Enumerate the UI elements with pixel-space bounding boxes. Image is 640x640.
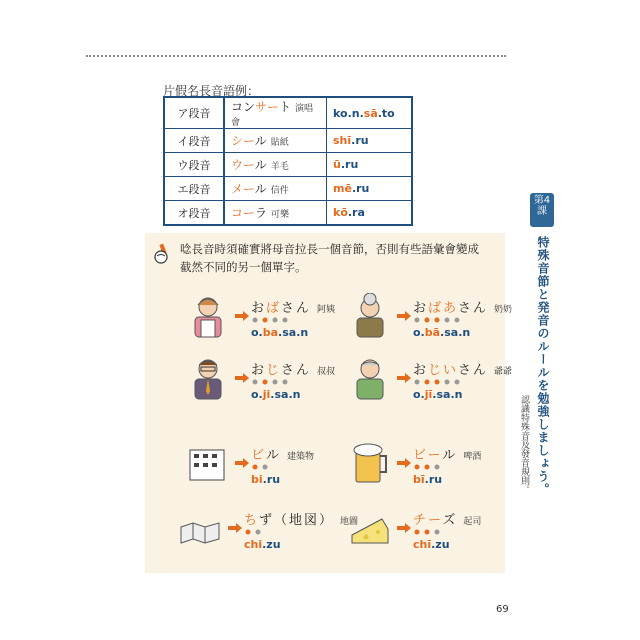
arrow-right-icon bbox=[397, 458, 411, 468]
row-label: オ段音 bbox=[164, 201, 224, 226]
example-word-highlight: ビー bbox=[413, 448, 443, 463]
syllable-dots bbox=[251, 464, 331, 471]
word-post: ル bbox=[254, 158, 267, 172]
example-romaji-post: .zu bbox=[262, 538, 281, 551]
romaji-cell bbox=[327, 177, 413, 201]
syllable-dots bbox=[413, 379, 493, 386]
arrow-right-icon bbox=[235, 373, 249, 383]
example-word-highlight: じい bbox=[428, 363, 459, 378]
table-row bbox=[164, 129, 412, 153]
example-romaji-highlight: jī bbox=[424, 388, 433, 401]
example-romaji-post: .sa.n bbox=[440, 326, 471, 339]
example-word-highlight: ビ bbox=[251, 448, 267, 463]
example-romaji-highlight: bi bbox=[251, 473, 263, 486]
page-number: 69 bbox=[496, 604, 509, 615]
word-meaning: 羊毛 bbox=[270, 162, 289, 172]
syllable-dots bbox=[251, 379, 331, 386]
example-word-highlight: チー bbox=[413, 513, 443, 528]
word-cell bbox=[224, 97, 327, 129]
romaji-cell bbox=[327, 129, 413, 153]
romaji-post: .ru bbox=[351, 182, 370, 195]
word-cell bbox=[224, 153, 327, 177]
romaji-highlight: mē bbox=[333, 182, 352, 195]
example-meaning: 建築物 bbox=[287, 452, 315, 462]
syllable-dots bbox=[251, 317, 331, 324]
word-highlight: サー bbox=[255, 100, 280, 114]
arrow-right-icon bbox=[397, 373, 411, 383]
table-row bbox=[164, 153, 412, 177]
word-post: ル bbox=[254, 182, 267, 196]
syllable-dots bbox=[413, 317, 493, 324]
table-row bbox=[164, 177, 412, 201]
word-post: ト bbox=[279, 100, 292, 114]
side-subtitle: 認識特殊音及發音規則。 bbox=[519, 395, 529, 494]
romaji-post: .ra bbox=[347, 206, 365, 219]
example-romaji-highlight: chī bbox=[413, 538, 432, 551]
table-row bbox=[164, 97, 412, 129]
word-cell bbox=[224, 201, 327, 226]
long-vowel-table bbox=[163, 96, 413, 226]
example-meaning: 奶奶 bbox=[494, 305, 513, 315]
arrow-right-icon bbox=[397, 311, 411, 321]
building-icon bbox=[185, 440, 231, 486]
example-word-post: さん bbox=[458, 301, 489, 316]
syllable-dots bbox=[413, 529, 493, 536]
example-romaji-highlight: bī bbox=[413, 473, 425, 486]
example-word-post: さん bbox=[281, 301, 312, 316]
top-dotted-divider bbox=[86, 55, 506, 57]
word-meaning: 可樂 bbox=[271, 210, 290, 220]
example-word-pre: お bbox=[251, 363, 267, 378]
example-meaning: 起司 bbox=[463, 517, 482, 527]
romaji-post: .ru bbox=[351, 134, 369, 147]
word-pre: コン bbox=[231, 100, 256, 114]
example-romaji-pre: o. bbox=[413, 326, 425, 339]
arrow-right-icon bbox=[397, 523, 411, 533]
word-highlight: メー bbox=[231, 182, 255, 196]
example-romaji-post: .zu bbox=[431, 538, 450, 551]
word-cell bbox=[224, 129, 327, 153]
example-meaning: 爺爺 bbox=[494, 367, 513, 377]
example-word-post: さん bbox=[281, 363, 312, 378]
row-label: エ段音 bbox=[164, 177, 224, 201]
example-romaji-post: .ru bbox=[262, 473, 281, 486]
example-word-pre: お bbox=[413, 363, 429, 378]
aunt-icon bbox=[185, 293, 231, 339]
side-title: 特殊音節と発音のルールを勉強しましょう。 bbox=[536, 236, 550, 496]
romaji-post: .ru bbox=[340, 158, 359, 171]
grandfather-icon bbox=[347, 355, 393, 401]
syllable-dots bbox=[244, 529, 324, 536]
example-word-highlight: ち bbox=[244, 513, 260, 528]
romaji-post: .to bbox=[377, 106, 395, 120]
table-title: 片假名長音語例： bbox=[163, 84, 260, 98]
example-word-post: ル bbox=[266, 448, 282, 463]
example-meaning: 地圖 bbox=[340, 517, 359, 527]
example-word-highlight: じ bbox=[266, 363, 282, 378]
table-row bbox=[164, 201, 412, 226]
romaji-cell bbox=[327, 153, 413, 177]
romaji-highlight: shī bbox=[333, 134, 352, 147]
example-romaji-pre: o. bbox=[251, 326, 263, 339]
row-label: ア段音 bbox=[164, 97, 224, 129]
arrow-right-icon bbox=[235, 311, 249, 321]
romaji-pre: ko.n. bbox=[333, 106, 364, 120]
grandmother-icon bbox=[347, 293, 393, 339]
example-romaji-post: .sa.n bbox=[432, 388, 463, 401]
cheese-icon bbox=[347, 505, 393, 551]
example-romaji-pre: o. bbox=[413, 388, 425, 401]
example-romaji-post: .sa.n bbox=[270, 388, 301, 401]
romaji-highlight: kō bbox=[333, 206, 348, 219]
example-meaning: 阿姨 bbox=[317, 305, 336, 315]
example-romaji-highlight: bā bbox=[424, 326, 441, 339]
word-meaning: 演唱會 bbox=[231, 104, 314, 128]
word-post: ル bbox=[254, 134, 267, 148]
example-romaji-post: .sa.n bbox=[278, 326, 309, 339]
lesson-badge: 第4課 bbox=[530, 193, 554, 227]
word-highlight: コー bbox=[231, 206, 256, 220]
romaji-cell bbox=[327, 201, 413, 226]
arrow-right-icon bbox=[235, 458, 249, 468]
row-label: ウ段音 bbox=[164, 153, 224, 177]
map-icon bbox=[178, 505, 224, 551]
example-word-pre: お bbox=[251, 301, 267, 316]
word-highlight: ウー bbox=[231, 158, 255, 172]
romaji-highlight: sā bbox=[363, 106, 378, 120]
example-word-highlight: ば bbox=[266, 301, 282, 316]
example-word-post: ず（地図） bbox=[259, 513, 335, 528]
example-romaji-highlight: chi bbox=[244, 538, 263, 551]
row-label: イ段音 bbox=[164, 129, 224, 153]
romaji-cell bbox=[327, 97, 413, 129]
word-meaning: 信件 bbox=[270, 186, 289, 196]
arrow-right-icon bbox=[228, 523, 242, 533]
romaji-highlight: ū bbox=[333, 158, 341, 171]
example-word-highlight: ばあ bbox=[428, 301, 459, 316]
example-word-post: ズ bbox=[442, 513, 458, 528]
example-meaning: 叔叔 bbox=[317, 367, 336, 377]
word-post: ラ bbox=[255, 206, 268, 220]
example-romaji-pre: o. bbox=[251, 388, 263, 401]
pencil-hand-icon bbox=[152, 243, 174, 265]
example-romaji-post: .ru bbox=[424, 473, 443, 486]
syllable-dots bbox=[413, 464, 493, 471]
example-word-pre: お bbox=[413, 301, 429, 316]
example-romaji-highlight: ji bbox=[262, 388, 271, 401]
example-romaji-highlight: ba bbox=[262, 326, 279, 339]
word-cell bbox=[224, 177, 327, 201]
word-highlight: シー bbox=[231, 134, 255, 148]
uncle-icon bbox=[185, 355, 231, 401]
example-word-post: さん bbox=[458, 363, 489, 378]
example-meaning: 啤酒 bbox=[463, 452, 482, 462]
beer-icon bbox=[347, 440, 393, 486]
note-text: 唸長音時須確實將母音拉長一個音節，否則有些語彙會變成截然不同的另一個單字。 bbox=[180, 242, 479, 274]
example-word-post: ル bbox=[442, 448, 458, 463]
word-meaning: 貼紙 bbox=[270, 138, 289, 148]
